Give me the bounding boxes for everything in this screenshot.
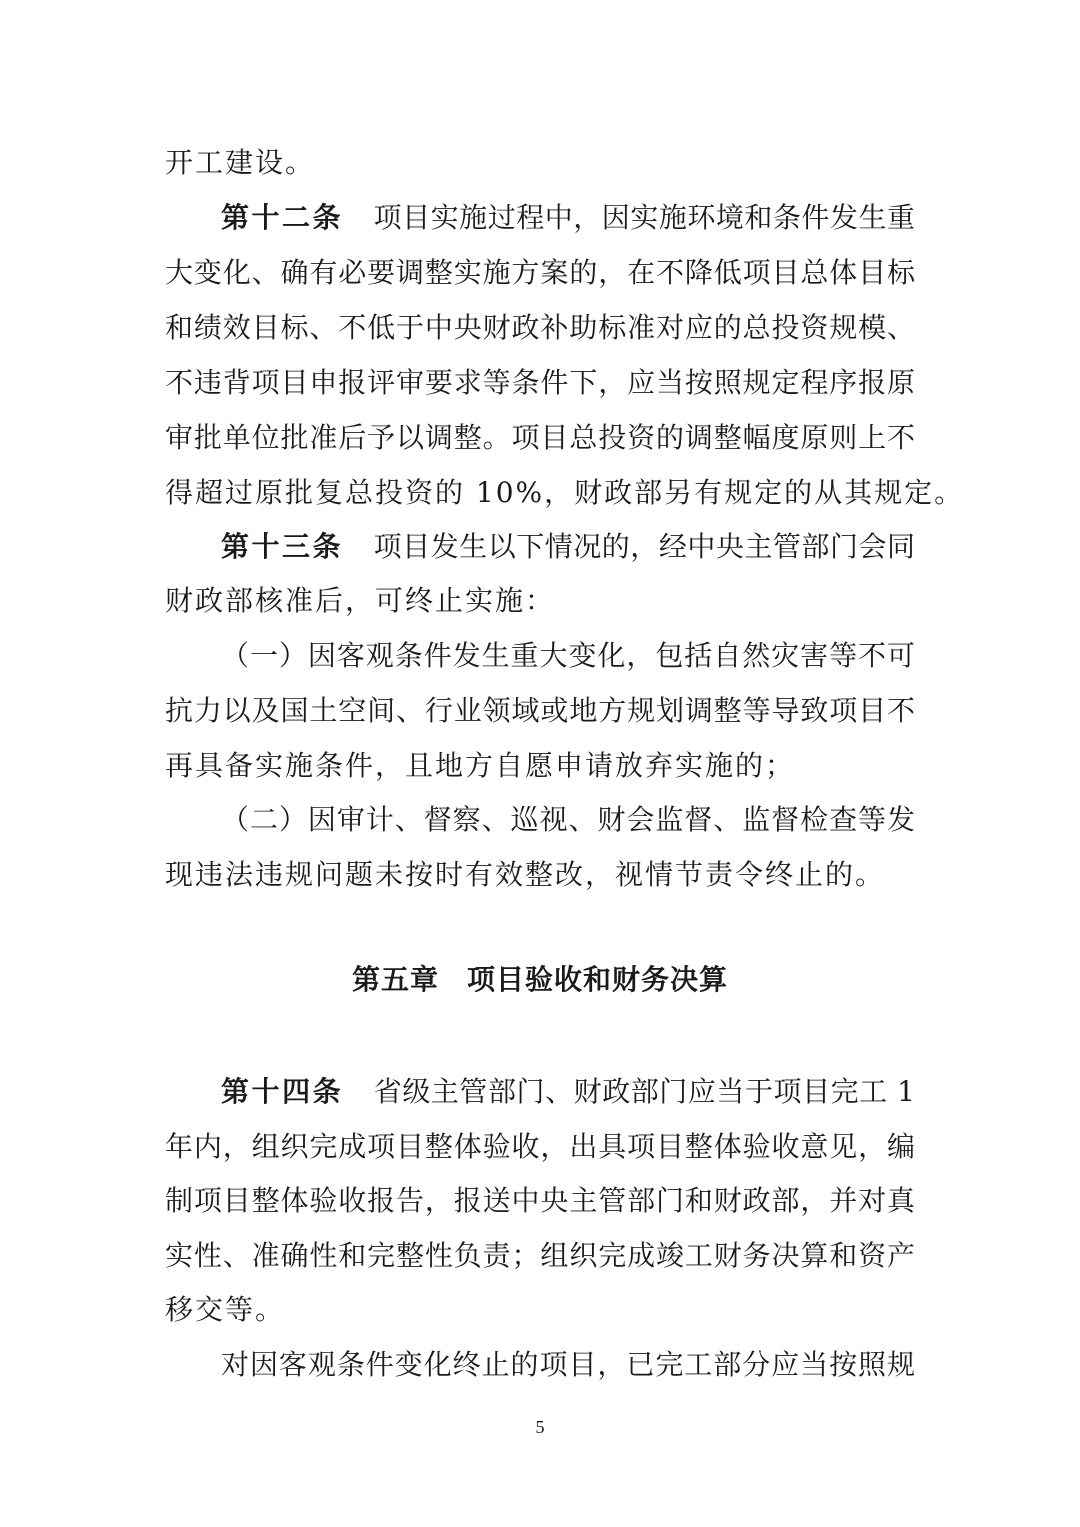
paragraph-line: 财政部核准后，可终止实施： [165, 584, 556, 617]
chapter-title: 项目验收和财务决算 [467, 963, 729, 996]
paragraph-line: 审批单位批准后予以调整。项目总投资的调整幅度原则上不 [165, 421, 915, 454]
article-14-first-line [221, 1075, 915, 1109]
chapter-heading [0, 962, 1080, 998]
article-13-first-line [221, 530, 915, 564]
paragraph-line: 抗力以及国土空间、行业领域或地方规划调整等导致项目不 [165, 694, 915, 727]
article-12-heading: 第十二条 [221, 201, 344, 234]
paragraph-line: 年内，组织完成项目整体验收，出具项目整体验收意见，编 [165, 1130, 915, 1163]
page-number: 5 [535, 1417, 545, 1437]
chapter-number: 第五章 [351, 963, 439, 996]
paragraph-line: 再具备实施条件，且地方自愿申请放弃实施的； [165, 749, 796, 782]
paragraph-line: 开工建设。 [165, 146, 316, 179]
paragraph-line: 对因客观条件变化终止的项目，已完工部分应当按照规 [221, 1348, 915, 1381]
paragraph-line: 制项目整体验收报告，报送中央主管部门和财政部，并对真 [165, 1184, 915, 1217]
paragraph-line: （二）因审计、督察、巡视、财会监督、监督检查等发 [221, 803, 915, 836]
article-13-heading: 第十三条 [221, 530, 344, 563]
paragraph-line: （一）因客观条件发生重大变化，包括自然灾害等不可 [221, 639, 915, 672]
paragraph-line: 和绩效目标、不低于中央财政补助标准对应的总投资规模、 [165, 311, 915, 344]
paragraph-line: 现违法违规问题未按时有效整改，视情节责令终止的。 [165, 858, 886, 891]
article-14-heading: 第十四条 [221, 1075, 344, 1108]
paragraph-line: 不违背项目申报评审要求等条件下，应当按照规定程序报原 [165, 366, 915, 399]
paragraph-line: 项目发生以下情况的，经中央主管部门会同 [373, 530, 915, 563]
paragraph-line: 项目实施过程中，因实施环境和条件发生重 [373, 201, 915, 234]
paragraph-line: 省级主管部门、财政部门应当于项目完工 1 [373, 1075, 915, 1108]
paragraph-line: 得超过原批复总投资的 10%，财政部另有规定的从其规定。 [165, 476, 965, 509]
paragraph-line: 实性、准确性和完整性负责；组织完成竣工财务决算和资产 [165, 1239, 915, 1272]
paragraph-line: 移交等。 [165, 1293, 286, 1326]
paragraph-line: 大变化、确有必要调整实施方案的，在不降低项目总体目标 [165, 256, 915, 289]
article-12-first-line [221, 201, 915, 235]
